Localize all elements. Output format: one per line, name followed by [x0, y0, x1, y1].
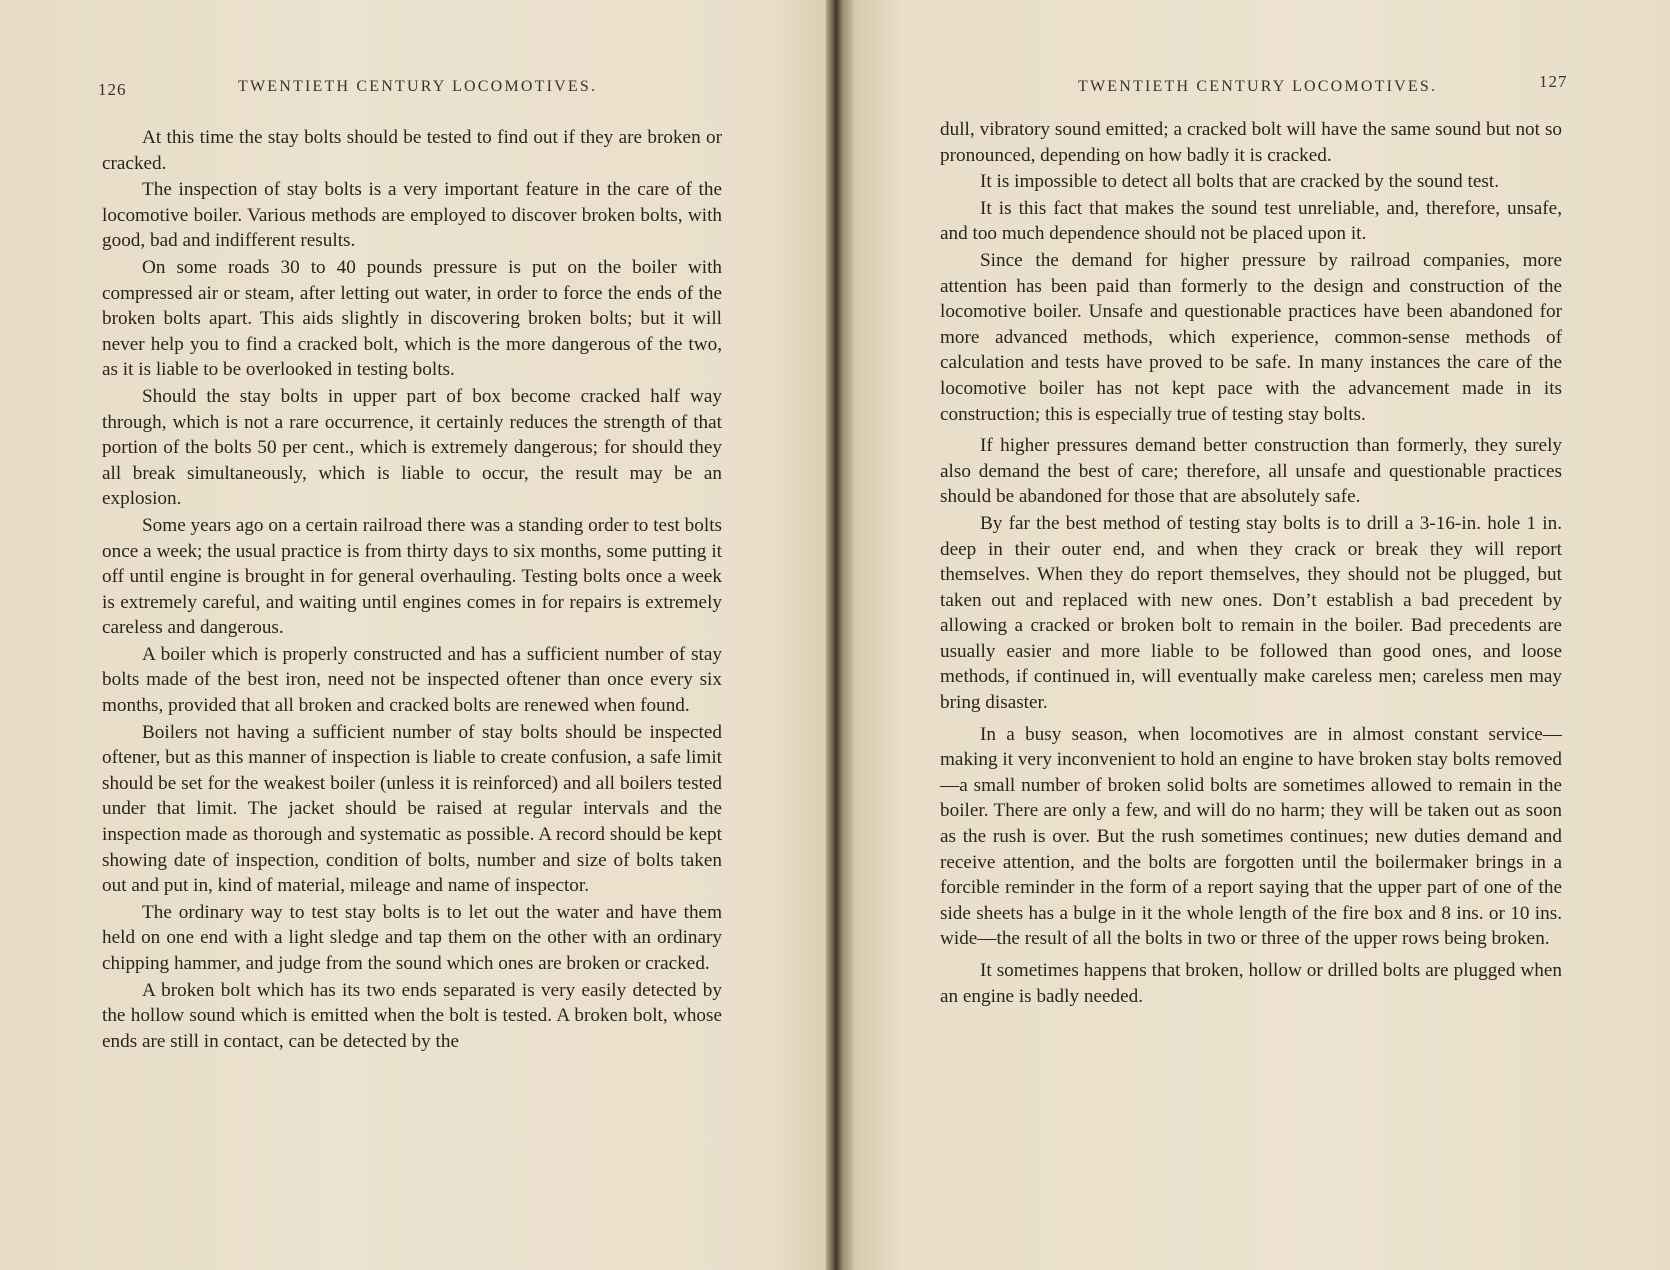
right-page-number: 127: [1539, 72, 1568, 91]
paragraph: Some years ago on a certain railroad there was a standing order to test bolts once a week; the usual practice is from thirty days to six months, some putting it off until engine is brought in for general overhauling. Testing bolts once a week is extremely careful, and waiting until engines comes in for repairs is extremely careless and dangerous.: [102, 514, 722, 639]
left-page-body: [102, 125, 722, 1055]
paragraph: It is this fact that makes the sound test unreliable, and, therefore, unsafe, and too much dependence should not be placed upon it.: [940, 197, 1562, 245]
paragraph: The inspection of stay bolts is a very important feature in the care of the locomotive boiler. Various methods are employed to discover broken bolts, with good, bad and indifferent results.: [102, 179, 722, 252]
paragraph: The ordinary way to test stay bolts is to let out the water and have them held on one end with a light sledge and tap them on the other with an ordinary chipping hammer, and judge from the sound which ones are broken or cracked.: [102, 901, 722, 974]
left-page-number: 126: [98, 80, 127, 99]
paragraph: At this time the stay bolts should be tested to find out if they are broken or cracked.: [102, 127, 722, 174]
paragraph: Should the stay bolts in upper part of box become cracked half way through, which is not a rare occurrence, it certainly reduces the strength of that portion of the bolts 50 per cent., which is extremely dangerous; for should they all break simultaneously, which is liable to occur, the result may be an explosion.: [102, 385, 722, 510]
right-page-body: [940, 117, 1562, 1010]
paragraph: If higher pressures demand better construction than formerly, they surely also demand the best of care; therefore, all unsafe and questionable practices should be abandoned for those that are absolutely safe.: [940, 435, 1562, 508]
left-page: [0, 0, 826, 1270]
paragraph: Since the demand for higher pressure by railroad companies, more attention has been paid than formerly to the design and construction of the locomotive boiler. Unsafe and questionable practices have been abandoned for more advanced methods, which experience, common-sense methods of calculation and tests have proved to be safe. In many instances the care of the locomotive boiler has not kept pace with the advancement made in its construction; this is especially true of testing stay bolts.: [940, 249, 1562, 425]
paragraph: It is impossible to detect all bolts that are cracked by the sound test.: [980, 171, 1499, 193]
paragraph: By far the best method of testing stay bolts is to drill a 3-16-in. hole 1 in. deep in their outer end, and when they crack or break they will report themselves. When they do report themselves, they should not be plugged, but taken out and replaced with new ones. Don’t establish a bad precedent by allowing a cracked or broken bolt to remain in the boiler. Bad precedents are usually easier and more liable to be followed than good ones, and loose methods, if continued in, will eventually make careless men; careless men may bring disaster.: [940, 512, 1562, 714]
paragraph: On some roads 30 to 40 pounds pressure is put on the boiler with compressed air or steam, after letting out water, in order to force the ends of the broken bolts apart. This aids slightly in discovering broken bolts; but it will never help you to find a cracked bolt, which is the more dangerous of the two, as it is liable to be overlooked in testing bolts.: [102, 256, 722, 381]
paragraph: A broken bolt which has its two ends separated is very easily detected by the hollow sound which is emitted when the bolt is tested. A broken bolt, whose ends are still in contact, can be detected by the: [102, 979, 722, 1052]
book-gutter: [826, 0, 844, 1270]
paragraph: In a busy season, when locomotives are in almost constant service—making it very inconvenient to hold an engine to have broken stay bolts removed—a small number of broken solid bolts are sometimes allowed to remain in the boiler. There are only a few, and will do no harm; they will be taken out as soon as the rush is over. But the rush sometimes continues; new duties demand and receive attention, and the bolts are forgotten until the boilermaker brings in a forcible reminder in the form of a report saying that the upper part of one of the side sheets has a bulge in it the whole length of the fire box and 8 ins. or 10 ins. wide—the result of all the bolts in two or three of the upper rows being broken.: [940, 723, 1562, 950]
right-running-head: TWENTIETH CENTURY LOCOMOTIVES.: [1078, 78, 1438, 95]
paragraph-continuation: dull, vibratory sound emitted; a cracked bolt will have the same sound but not so pronounced, depending on how badly it is cracked.: [940, 119, 1562, 166]
paragraph: A boiler which is properly constructed and has a sufficient number of stay bolts made of the best iron, need not be inspected oftener than once every six months, provided that all broken and cracked bolts are renewed when found.: [102, 643, 722, 717]
paragraph: Boilers not having a sufficient number of stay bolts should be inspected oftener, but as this manner of inspection is liable to create confusion, a safe limit should be set for the weakest boiler (unless it is reinforced) and all boilers tested under that limit. The jacket should be raised at regular intervals and the inspection made as thorough and systematic as possible. A record should be kept showing date of inspection, condition of bolts, number and size of bolts taken out and put in, kind of material, mileage and name of inspector.: [102, 721, 722, 897]
left-running-head: TWENTIETH CENTURY LOCOMOTIVES.: [238, 78, 598, 95]
right-page: [844, 0, 1670, 1270]
paragraph: It sometimes happens that broken, hollow or drilled bolts are plugged when an engine is badly needed.: [940, 960, 1562, 1007]
